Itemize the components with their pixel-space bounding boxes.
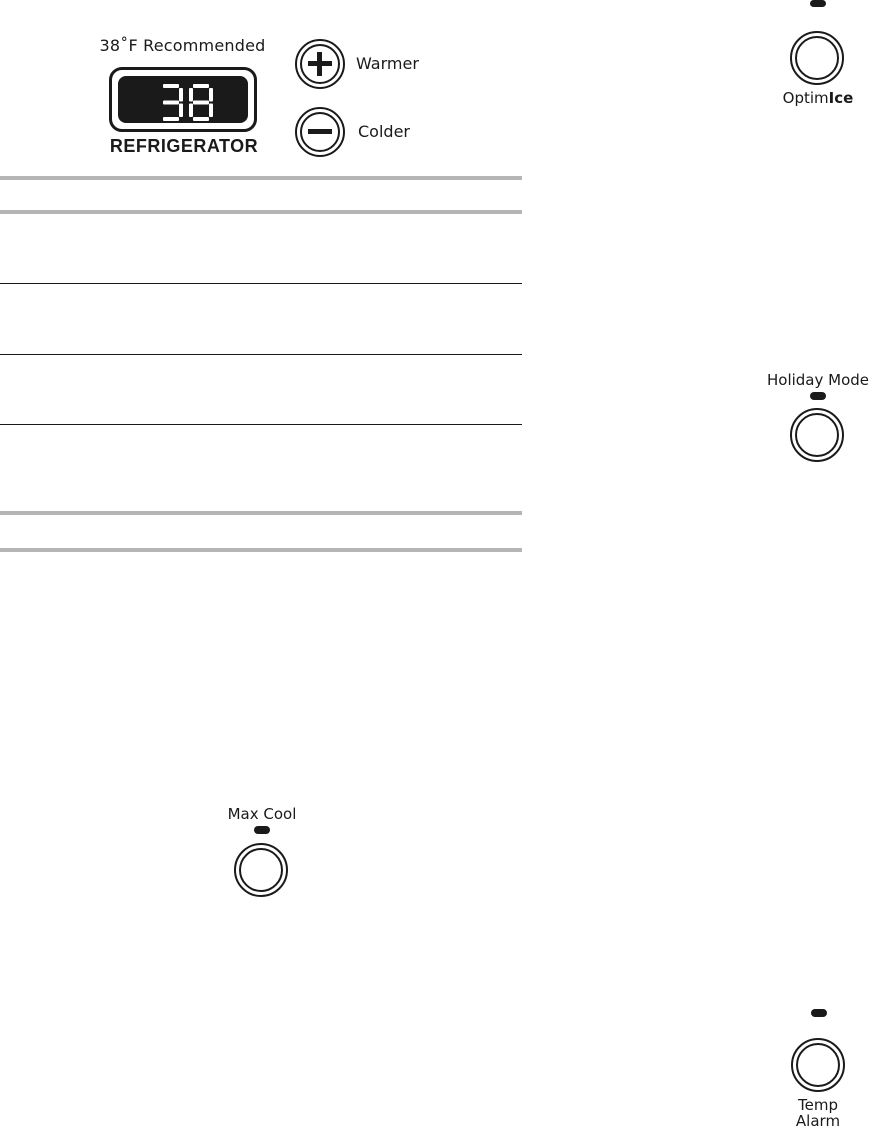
recommended-temperature-label: 38˚F Recommended (99, 36, 266, 55)
rule-thick (0, 548, 522, 552)
holiday-mode-button[interactable] (790, 408, 844, 462)
temp-alarm-indicator-light (811, 1009, 827, 1017)
temp-alarm-button-ring (796, 1043, 840, 1087)
rule-thin (0, 283, 522, 284)
digit-segment (189, 104, 193, 118)
optimice-button[interactable] (790, 31, 844, 85)
temp-alarm-label-line2: Alarm (795, 1112, 841, 1130)
digit-segment (163, 84, 179, 88)
temp-alarm-label-line1: Temp (798, 1096, 838, 1114)
display-screen (118, 76, 248, 123)
optimice-label (768, 89, 868, 107)
digit-segment (189, 88, 193, 102)
holiday-mode-indicator-light (810, 392, 826, 400)
seven-segment-digits (118, 76, 254, 129)
digit-segment (163, 101, 179, 105)
digit-segment (193, 117, 209, 121)
temp-alarm-button[interactable] (791, 1038, 845, 1092)
digit-segment (209, 88, 213, 102)
minus-icon (308, 129, 332, 134)
warmer-label: Warmer (356, 54, 419, 73)
max-cool-label: Max Cool (227, 805, 297, 823)
max-cool-button[interactable] (234, 843, 288, 897)
max-cool-indicator-light (254, 826, 270, 834)
digit-segment (163, 117, 179, 121)
digit-segment (193, 101, 209, 105)
digit-segment (179, 88, 183, 102)
holiday-mode-label: Holiday Mode (766, 371, 870, 389)
max-cool-button-ring (239, 848, 283, 892)
optimice-label-prefix: Optim (782, 89, 829, 107)
optimice-indicator-light (810, 0, 826, 7)
temperature-display (109, 67, 257, 132)
digit-segment (193, 84, 209, 88)
rule-thick (0, 176, 522, 180)
temp-alarm-label (778, 1097, 858, 1129)
optimice-label-suffix: Ice (828, 89, 854, 107)
rule-thick (0, 210, 522, 214)
holiday-mode-button-ring (795, 413, 839, 457)
zone-label: REFRIGERATOR (109, 136, 259, 156)
rule-thin (0, 354, 522, 355)
optimice-button-ring (795, 36, 839, 80)
colder-button[interactable] (295, 107, 345, 157)
rule-thin (0, 424, 522, 425)
digit-segment (209, 104, 213, 118)
warmer-button[interactable] (295, 39, 345, 89)
colder-label: Colder (358, 122, 410, 141)
rule-thick (0, 511, 522, 515)
plus-icon-vertical (317, 52, 322, 76)
digit-segment (179, 104, 183, 118)
